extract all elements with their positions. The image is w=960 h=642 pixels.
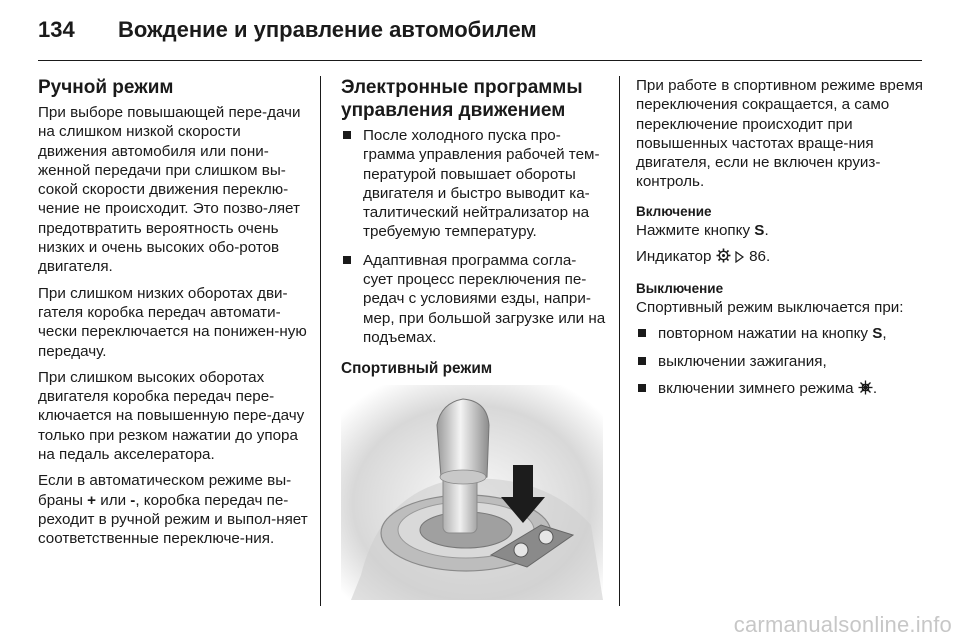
paragraph xyxy=(38,471,308,548)
heading-switch-off: Выключение xyxy=(636,280,724,296)
list-item xyxy=(636,379,926,400)
page-header xyxy=(38,10,922,50)
list-item-text: выключении зажигания, xyxy=(658,352,827,370)
heading-switch-on: Включение xyxy=(636,203,712,219)
key-s: S xyxy=(872,325,883,343)
gear-selector-illustration xyxy=(341,385,603,600)
page-number: 134 xyxy=(38,17,75,42)
bullet-square-icon xyxy=(343,131,351,139)
list-item xyxy=(341,251,606,347)
text-span: . xyxy=(766,248,771,266)
key-s: S xyxy=(754,222,765,240)
list-item-text: включении зимнего режима xyxy=(658,379,858,397)
column-divider-1 xyxy=(320,76,321,606)
bullet-list xyxy=(636,324,926,400)
text-span: . xyxy=(872,379,878,397)
text-span: Нажмите кнопку xyxy=(636,222,755,240)
sport-mode-indicator-icon xyxy=(716,248,731,268)
paragraph: При выборе повышающей пере-дачи на слишком низкой скорости движения автомобиля или пони-женной передачи при слишком вы-сокой скорости движения переклю-чение не происходит. Это позво-ляет предотвратить вероятность очень низких и очень высоких обо-ротов двигателя. xyxy=(38,104,301,276)
list-item-text: Адаптивная программа согла-сует процесс переключения пе-редач с условиями езды, напри-мер, при большой загрузке или на подъемах. xyxy=(363,251,606,346)
header-rule xyxy=(38,60,922,61)
text-span: Индикатор xyxy=(636,248,716,266)
paragraph xyxy=(636,247,926,268)
list-item xyxy=(636,352,926,371)
column-sport-mode xyxy=(636,76,926,408)
paragraph: Спортивный режим выключается при: xyxy=(636,298,904,316)
paragraph xyxy=(636,221,926,240)
text-span: . xyxy=(764,222,769,240)
bullet-square-icon xyxy=(638,357,646,365)
plus-symbol: + xyxy=(87,491,96,509)
winter-mode-snowflake-icon xyxy=(858,380,873,400)
paragraph: При работе в спортивном режиме время переключения сокращается, а само переключение происходит при повышенных частотах враще-ния двигателя, если не включен круиз-контроль. xyxy=(636,77,923,191)
minus-symbol: - xyxy=(130,491,136,509)
reference-arrow-icon xyxy=(735,249,745,268)
list-item-text: повторном нажатии на кнопку xyxy=(658,325,873,343)
gear-selector-figure xyxy=(341,385,603,600)
paragraph: При слишком высоких оборотах двигателя коробка передач пере-ключается на повышенную пере-дачу только при резком нажатии до упора на педаль акселератора. xyxy=(38,368,305,464)
text-span: или xyxy=(96,491,131,509)
section-heading-manual: Ручной режим xyxy=(38,77,174,98)
subheading-sport-mode: Спортивный режим xyxy=(341,360,493,378)
bullet-square-icon xyxy=(638,329,646,337)
text-span: , xyxy=(882,325,887,343)
page-reference: 86 xyxy=(749,248,767,266)
text-span: , коробка передач пе-реходит в ручной режим и выпол-няет соответственные переключе-ния. xyxy=(38,491,308,548)
column-manual-mode xyxy=(38,76,308,556)
list-item xyxy=(636,324,926,343)
bullet-square-icon xyxy=(343,256,351,264)
section-heading-electronic: Электронные программы управления движением xyxy=(341,77,583,121)
column-electronic-programs xyxy=(341,76,606,600)
bullet-square-icon xyxy=(638,384,646,392)
watermark: carmanualsonline.info xyxy=(733,612,952,637)
column-divider-2 xyxy=(619,76,620,606)
bullet-list xyxy=(341,126,606,347)
page-title: Вождение и управление автомобилем xyxy=(118,17,537,42)
text-span: Если в автоматическом режиме вы-браны xyxy=(38,472,292,509)
list-item xyxy=(341,126,606,242)
paragraph: При слишком низких оборотах дви-гателя коробка передач автомати-чески переключается на понижен-ную передачу. xyxy=(38,284,307,360)
list-item-text: После холодного пуска про-грамма управления рабочей тем-пературой повышает обороты двигателя и быстро выводит ка-талитический нейтрализатор на требуемую температуру. xyxy=(363,127,600,241)
